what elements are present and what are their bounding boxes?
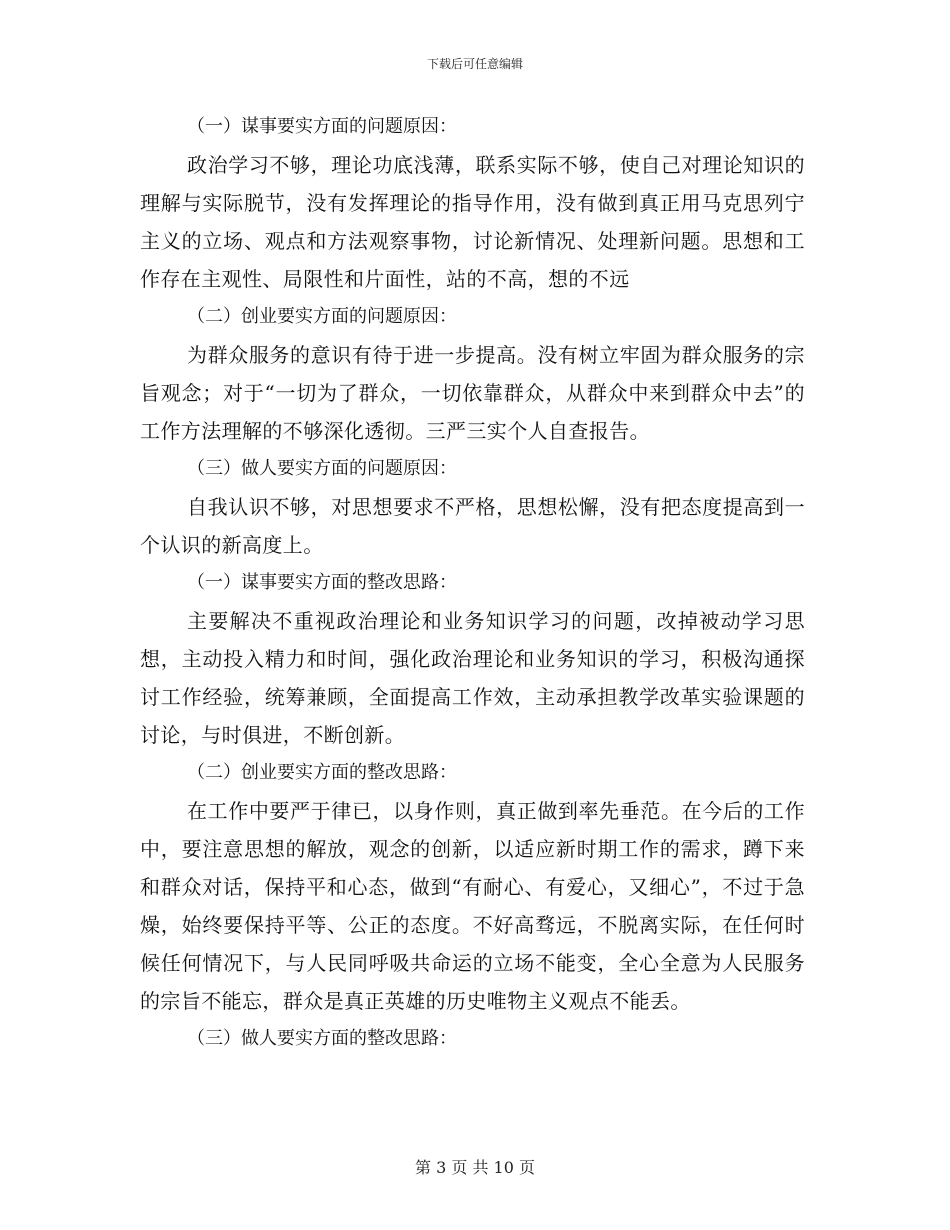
paragraph-1: 政治学习不够，理论功底浅薄，联系实际不够，使自己对理论知识的理解与实际脱节，没有发挥理论的指导作用，没有做到真正用马克思列宁主义的立场、观点和方法观察事物，讨论新情况、处理新问题。思想和工作存在主观性、局限性和片面性，站的不高，想的不远 [140,153,805,291]
section-heading-2: （二）创业要实方面的问题原因： [187,306,457,327]
section-heading-4: （一）谋事要实方面的整改思路： [187,572,457,593]
section-heading-5: （二）创业要实方面的整改思路： [187,762,457,783]
page-header: 下载后可任意编辑 [426,57,523,71]
paragraph-5: 在工作中要严于律已，以身作则，真正做到率先垂范。在今后的工作中，要注意思想的解放，观念的创新，以适应新时期工作的需求，蹲下来和群众对话，保持平和心态，做到“有耐心、有爱心，又细心”，不过于急燥，始终要保持平等、公正的态度。不好高骛远，不脱离实际，在任何时候任何情况下，与人民同呼吸共命运的立场不能变，全心全意为人民服务的宗旨不能忘，群众是真正英雄的历史唯物主义观点不能丢。 [140,799,805,1013]
section-heading-6: （三）做人要实方面的整改思路： [187,1028,457,1049]
section-heading-1: （一）谋事要实方面的问题原因： [187,116,457,137]
page-footer: 第 3 页 共 10 页 [415,1158,535,1177]
paragraph-2: 为群众服务的意识有待于进一步提高。没有树立牢固为群众服务的宗旨观念；对于“一切为了群众，一切依靠群众，从群众中来到群众中去”的工作方法理解的不够深化透彻。三严三实个人自查报告。 [140,343,805,443]
paragraph-4: 主要解决不重视政治理论和业务知识学习的问题，改掉被动学习思想，主动投入精力和时间，强化政治理论和业务知识的学习，积极沟通探讨工作经验，统筹兼顾，全面提高工作效，主动承担教学改革实验课题的讨论，与时俱进，不断创新。 [140,609,805,747]
paragraph-3: 自我认识不够，对思想要求不严格，思想松懈，没有把态度提高到一个认识的新高度上。 [140,495,805,557]
section-heading-3: （三）做人要实方面的问题原因： [187,458,457,479]
document-body [140,108,805,1058]
